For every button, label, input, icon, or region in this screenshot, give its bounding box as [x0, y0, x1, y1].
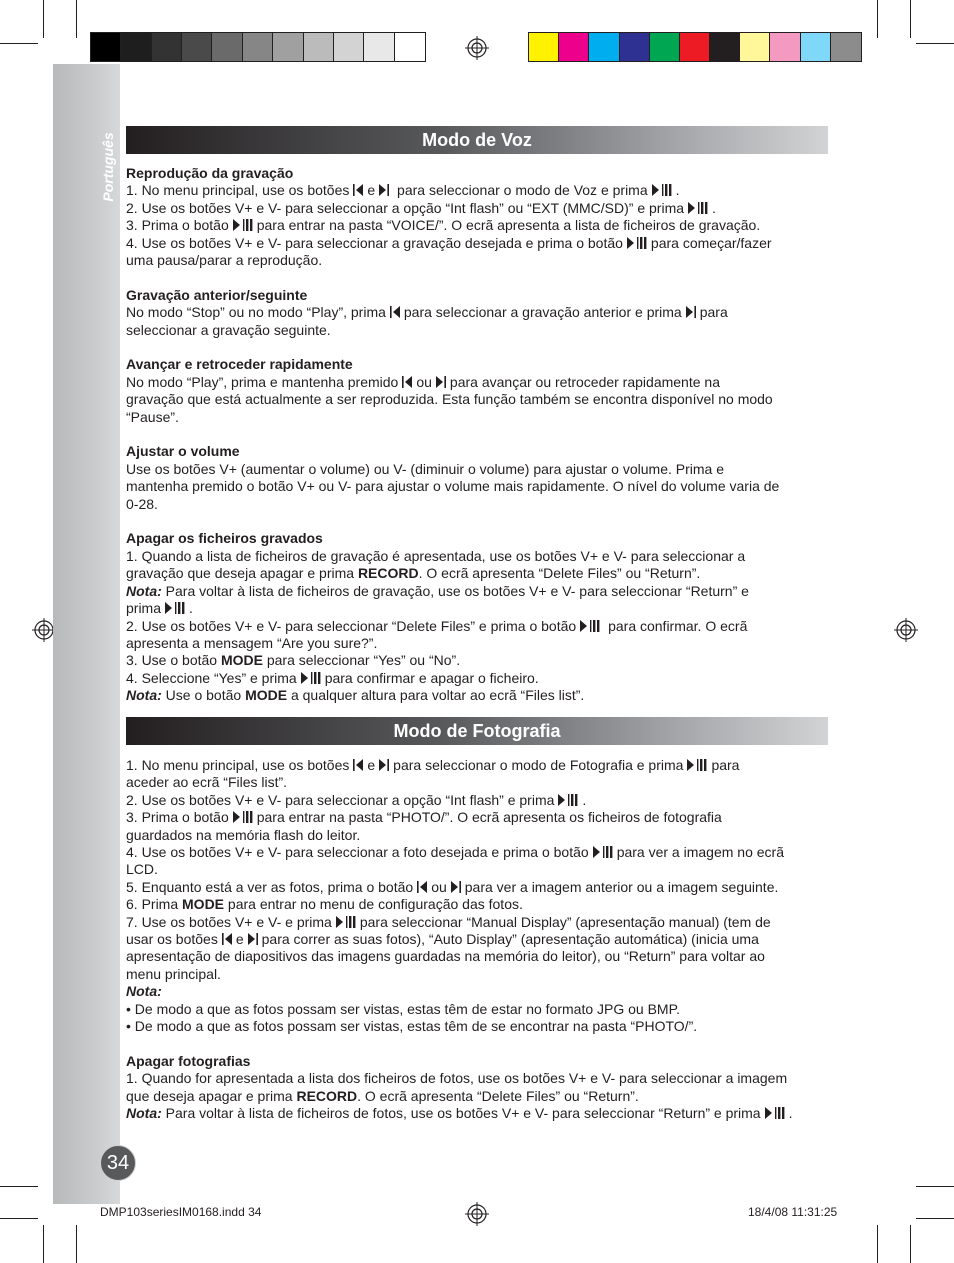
keyword: RECORD	[296, 1087, 358, 1104]
text: 1. Quando a lista de ficheiros de gravação é apresentada, use os botões V+ e V- para seleccionar a	[126, 547, 746, 564]
text: 5. Enquanto está a ver as fotos, prima o botão	[126, 878, 414, 895]
text: para seleccionar o modo de Fotografia e prima	[393, 757, 684, 773]
color-swatch	[801, 33, 831, 61]
next-icon	[435, 375, 447, 389]
text: gravação que deseja apagar e prima	[126, 565, 355, 582]
previous-icon	[352, 183, 364, 197]
language-label: Português	[100, 132, 116, 202]
crop-mark	[76, 0, 77, 38]
color-swatch	[740, 33, 770, 61]
text: aceder ao ecrã “Files list”.	[126, 774, 288, 791]
previous-icon	[389, 305, 401, 319]
text: 1. No menu principal, use os botões	[126, 757, 350, 773]
text: . O ecrã apresenta “Delete Files” ou “Return”.	[357, 1087, 639, 1104]
text: 0-28.	[126, 495, 158, 512]
crop-mark	[76, 1225, 77, 1263]
text: LCD.	[126, 861, 158, 878]
text: gravação que está actualmente a ser reproduzida. Esta função também se encontra disponível no modo	[126, 391, 773, 408]
color-swatch	[364, 33, 394, 61]
text: Para voltar à lista de ficheiros de fotos, use os botões V+ e V- para seleccionar “Return” e prima	[165, 1105, 761, 1122]
crop-mark	[916, 1186, 954, 1187]
crop-mark	[877, 1225, 878, 1263]
text: ou	[431, 878, 447, 895]
text: .	[675, 182, 680, 199]
color-swatch	[91, 33, 121, 61]
text: e	[367, 182, 376, 199]
play-pause-icon	[686, 758, 708, 772]
text: para seleccionar “Manual Display” (apresentação manual) (tem de	[359, 913, 771, 930]
section-header-photo: Modo de Fotografia	[126, 717, 828, 745]
text: para entrar no menu de configuração das fotos.	[227, 896, 523, 913]
color-swatch	[182, 33, 212, 61]
play-pause-icon	[300, 671, 322, 685]
text: para	[711, 757, 740, 773]
text: prima	[126, 600, 162, 617]
subheading: Apagar fotografias	[126, 1052, 251, 1069]
text: 4. Use os botões V+ e V- para seleccionar a gravação desejada e prima o botão	[126, 234, 623, 251]
crop-mark	[43, 1225, 44, 1263]
text: e	[235, 931, 244, 948]
text: 3. Prima o botão	[126, 217, 229, 234]
text: a qualquer altura para voltar ao ecrã “Files list”.	[290, 687, 585, 704]
crop-mark	[0, 1186, 38, 1187]
text: 2. Use os botões V+ e V- para seleccionar “Delete Files” e prima o botão	[126, 617, 577, 634]
text: . O ecrã apresenta “Delete Files” ou “Return”.	[418, 565, 701, 582]
text: para avançar ou retroceder rapidamente na	[449, 373, 720, 390]
text: 4. Use os botões V+ e V- para seleccionar a foto desejada e prima o botão	[126, 844, 589, 861]
text: para começar/fazer	[650, 234, 772, 251]
previous-icon	[221, 932, 233, 946]
color-swatch	[273, 33, 303, 61]
subheading: Ajustar o volume	[126, 443, 240, 460]
section-header-voice: Modo de Voz	[126, 126, 828, 154]
text: .	[712, 199, 716, 216]
text: .	[582, 791, 587, 808]
play-pause-icon	[232, 218, 254, 232]
text: Use os botões V+ (aumentar o volume) ou V- (diminuir o volume) para ajustar o volume. Prima e	[126, 460, 724, 477]
text: para seleccionar o modo de Voz e prima	[397, 182, 648, 199]
next-icon	[685, 305, 697, 319]
color-swatch	[121, 33, 151, 61]
text: para entrar na pasta “PHOTO/”. O ecrã apresenta os ficheiros de fotografia	[256, 809, 722, 826]
text: 2. Use os botões V+ e V- para seleccionar a opção “Int flash” ou “EXT (MMC/SD)” e prima	[126, 199, 685, 216]
play-pause-icon	[764, 1106, 786, 1120]
text: .	[788, 1105, 793, 1122]
crop-mark	[877, 0, 878, 38]
color-swatch	[559, 33, 589, 61]
text: .	[189, 600, 193, 617]
registration-mark-icon	[465, 1202, 489, 1226]
color-swatch	[529, 33, 559, 61]
subheading: Reprodução da gravação	[126, 165, 294, 181]
registration-mark-icon	[465, 36, 489, 60]
previous-icon	[416, 880, 428, 894]
crop-mark	[910, 1225, 911, 1263]
bullet-item: • De modo a que as fotos possam ser vistas, estas têm de se encontrar na pasta “PHOTO/”.	[126, 1018, 698, 1035]
color-swatch	[770, 33, 800, 61]
text: seleccionar a gravação seguinte.	[126, 321, 331, 338]
keyword: MODE	[182, 896, 225, 913]
voice-section-body	[126, 165, 832, 705]
color-swatch	[620, 33, 650, 61]
photo-section-body	[126, 757, 832, 1123]
play-pause-icon	[592, 845, 614, 859]
text: 4. Seleccione “Yes” e prima	[126, 669, 297, 686]
play-pause-icon	[626, 236, 648, 250]
subheading: Avançar e retroceder rapidamente	[126, 356, 353, 373]
text: No modo “Stop” ou no modo “Play”, prima	[126, 304, 386, 321]
next-icon	[450, 880, 462, 894]
crop-mark	[916, 43, 954, 44]
color-swatch	[152, 33, 182, 61]
text: para seleccionar a gravação anterior e prima	[403, 304, 682, 321]
text: para seleccionar “Yes” ou “No”.	[266, 652, 461, 669]
text: 3. Prima o botão	[126, 809, 229, 826]
keyword: MODE	[220, 652, 263, 669]
keyword: MODE	[245, 687, 288, 704]
color-swatch	[304, 33, 334, 61]
text: para entrar na pasta “VOICE/”. O ecrã apresenta a lista de ficheiros de gravação.	[256, 217, 761, 234]
text: mantenha premido o botão V+ ou V- para ajustar o volume mais rapidamente. O nível do volume varia de	[126, 478, 780, 495]
play-pause-icon	[557, 793, 579, 807]
note-label: Nota:	[126, 687, 162, 704]
play-pause-icon	[651, 183, 673, 197]
note-label: Nota:	[126, 983, 162, 1000]
text: uma pausa/parar a reprodução.	[126, 252, 323, 269]
color-swatch	[650, 33, 680, 61]
play-pause-icon	[164, 601, 186, 615]
color-scale-bar	[528, 32, 862, 62]
registration-mark-icon	[894, 618, 918, 642]
text: para confirmar. O ecrã	[608, 617, 748, 634]
play-pause-icon	[232, 810, 254, 824]
page-number: 34	[100, 1145, 136, 1181]
next-icon	[378, 758, 390, 772]
previous-icon	[401, 375, 413, 389]
text: para confirmar e apagar o ficheiro.	[324, 669, 539, 686]
text: menu principal.	[126, 965, 221, 982]
text: “Pause”.	[126, 408, 179, 425]
text: No modo “Play”, prima e mantenha premido	[126, 373, 399, 390]
previous-icon	[352, 758, 364, 772]
note-label: Nota:	[126, 1105, 162, 1122]
crop-mark	[910, 0, 911, 38]
text: apresentação de diapositivos das imagens guardadas na memória do leitor), ou “Return” para voltar ao	[126, 948, 765, 965]
keyword: RECORD	[357, 565, 419, 582]
text: 1. No menu principal, use os botões	[126, 182, 350, 199]
text: 2. Use os botões V+ e V- para seleccionar a opção “Int flash” e prima	[126, 791, 555, 808]
text: apresenta a mensagem “Are you sure?”.	[126, 634, 378, 651]
text: 6. Prima	[126, 896, 179, 913]
subheading: Apagar os ficheiros gravados	[126, 530, 323, 547]
subheading: Gravação anterior/seguinte	[126, 286, 308, 303]
crop-mark	[43, 0, 44, 38]
color-swatch	[243, 33, 273, 61]
color-swatch	[831, 33, 861, 61]
text: e	[367, 757, 376, 773]
text: Use o botão	[165, 687, 242, 704]
text: para	[699, 304, 728, 321]
play-pause-icon	[335, 915, 357, 929]
text: ou	[416, 373, 432, 390]
text: 3. Use o botão	[126, 652, 218, 669]
text: usar os botões	[126, 931, 218, 948]
color-swatch	[710, 33, 740, 61]
color-swatch	[212, 33, 242, 61]
grey-scale-bar	[90, 32, 426, 62]
text: para ver a imagem anterior ou a imagem seguinte.	[464, 878, 779, 895]
color-swatch	[589, 33, 619, 61]
note-label: Nota:	[126, 582, 162, 599]
crop-mark	[916, 1218, 954, 1219]
text: guardados na memória flash do leitor.	[126, 826, 361, 843]
crop-mark	[0, 1218, 38, 1219]
next-icon	[378, 183, 390, 197]
crop-mark	[0, 43, 38, 44]
play-pause-icon	[579, 619, 601, 633]
color-swatch	[334, 33, 364, 61]
bullet-item: • De modo a que as fotos possam ser vistas, estas têm de estar no formato JPG ou BMP.	[126, 1000, 681, 1017]
footer-timestamp: 18/4/08 11:31:25	[748, 1205, 838, 1219]
text: 7. Use os botões V+ e V- e prima	[126, 913, 332, 930]
play-pause-icon	[687, 201, 709, 215]
text: Para voltar à lista de ficheiros de gravação, use os botões V+ e V- para seleccionar “Return” e	[165, 582, 749, 599]
text: para correr as suas fotos), “Auto Display” (apresentação automática) (inicia uma	[261, 931, 759, 948]
color-swatch	[395, 33, 425, 61]
next-icon	[247, 932, 259, 946]
text: para ver a imagem no ecrã	[616, 844, 784, 861]
side-tab	[53, 64, 120, 1204]
color-swatch	[680, 33, 710, 61]
text: 1. Quando for apresentada a lista dos ficheiros de fotos, use os botões V+ e V- para seleccionar a imagem	[126, 1070, 788, 1087]
text: que deseja apagar e prima	[126, 1087, 293, 1104]
footer-file-info: DMP103seriesIM0168.indd 34	[100, 1205, 262, 1219]
